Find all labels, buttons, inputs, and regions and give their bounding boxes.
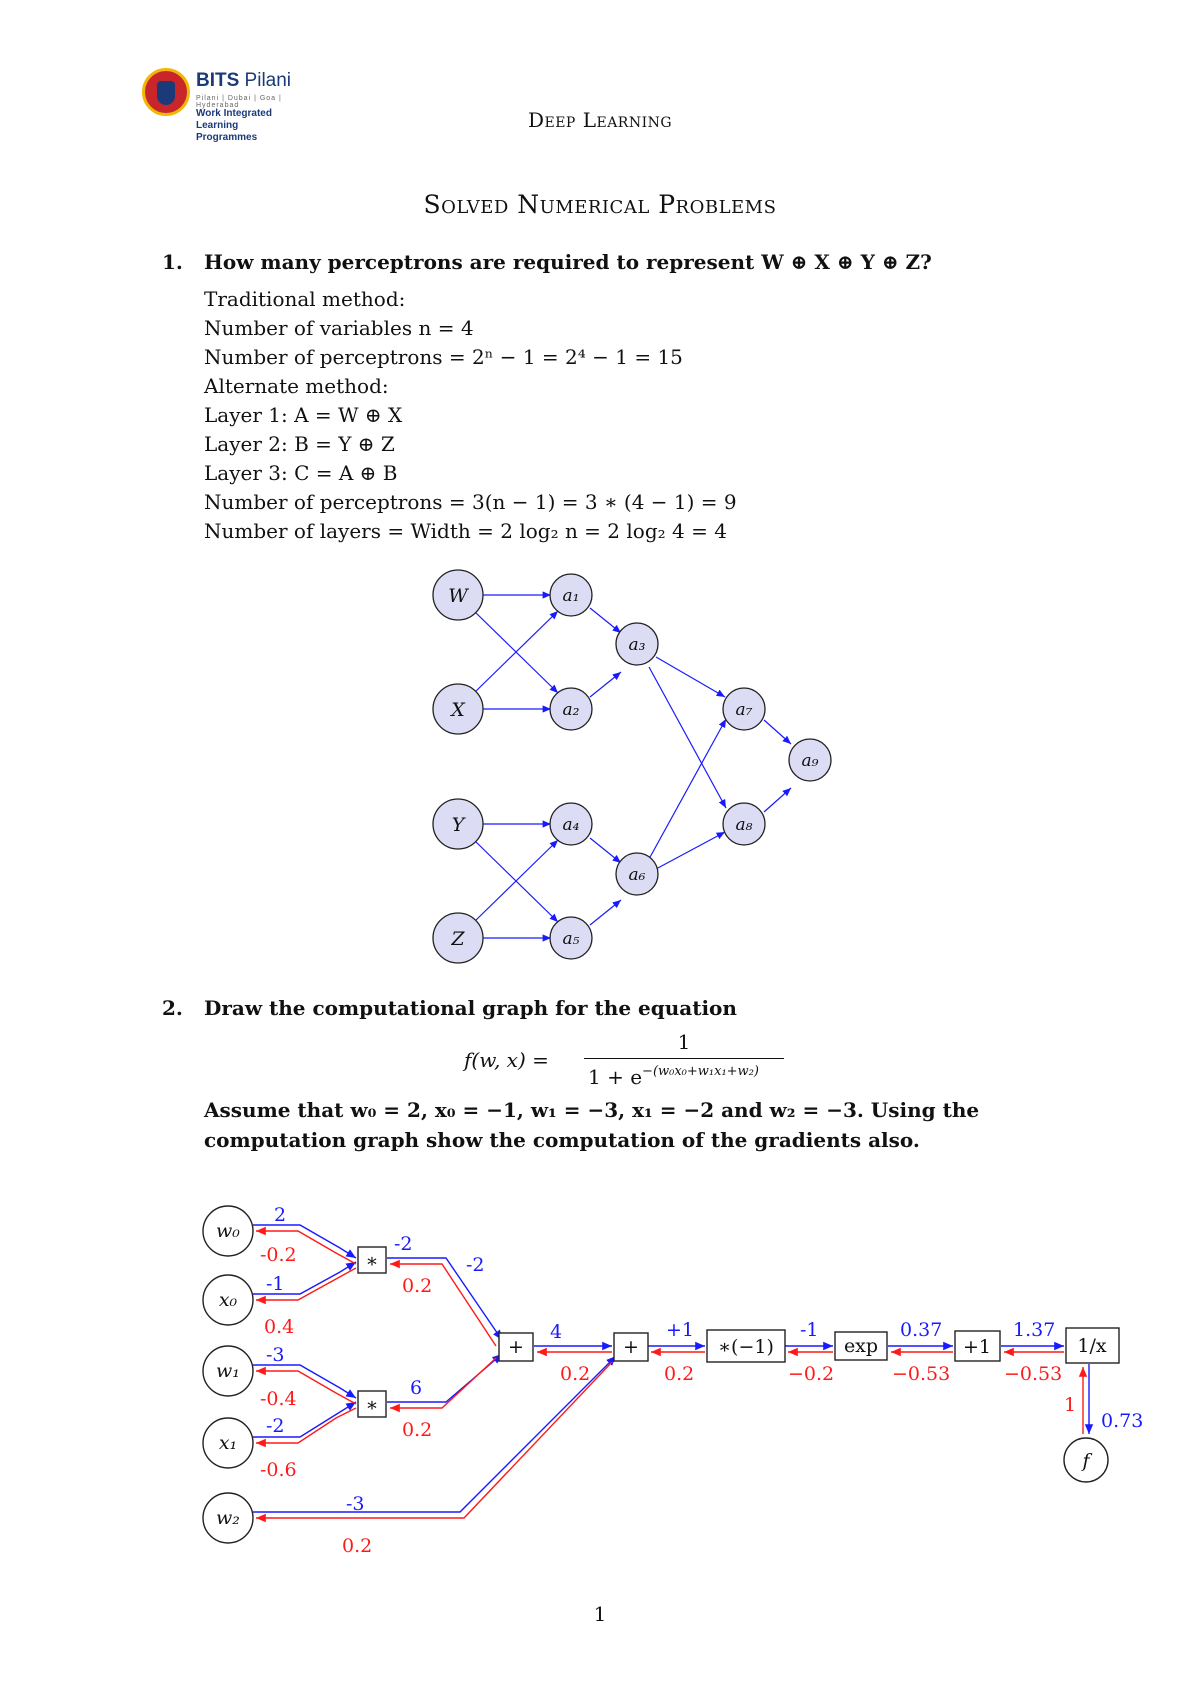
gradient-value: −0.53 — [892, 1363, 951, 1385]
input-label: w₁ — [216, 1360, 240, 1382]
forward-value: -3 — [346, 1493, 365, 1515]
output-label: f — [1082, 1450, 1090, 1472]
node-label: a₂ — [562, 700, 580, 720]
gradient-value: 0.4 — [264, 1316, 295, 1338]
forward-value: 4 — [550, 1321, 563, 1343]
input-label: x₁ — [218, 1432, 238, 1454]
equation-denominator: $1 + e^{-(w_0x_0+w_1x_1+w_2)}$ — [588, 1064, 759, 1089]
forward-value: -3 — [266, 1344, 285, 1366]
logo-tagline: Pilani | Dubai | Goa | Hyderabad — [196, 95, 282, 109]
forward-value: -1 — [266, 1273, 285, 1295]
q1-line: Number of layers = Width = 2 log₂ n = 2 log₂ 4 = 4 — [204, 519, 727, 543]
node-label: a₉ — [801, 751, 819, 771]
gradient-value: -0.4 — [260, 1388, 297, 1410]
forward-value: -2 — [466, 1254, 485, 1276]
plus-one-label: +1 — [962, 1336, 992, 1358]
q1-number: 1. — [162, 250, 183, 274]
node-label: a₈ — [735, 815, 753, 835]
q1-line: Layer 3: C = A ⊕ B — [204, 461, 398, 485]
q1-question: How many perceptrons are required to represent W ⊕ X ⊕ Y ⊕ Z? — [204, 250, 932, 274]
input-label: w₂ — [216, 1507, 240, 1529]
gradient-value: −0.2 — [788, 1363, 835, 1385]
q1-line: Number of variables n = 4 — [204, 316, 474, 340]
negate-label: ∗(−1) — [718, 1336, 774, 1358]
gradient-value: 0.2 — [342, 1535, 373, 1557]
forward-value: -2 — [266, 1415, 285, 1437]
q1-line: Alternate method: — [204, 374, 389, 398]
gradient-value: 1 — [1064, 1394, 1077, 1416]
forward-value: 6 — [410, 1377, 423, 1399]
forward-value: 0.73 — [1101, 1410, 1144, 1432]
q2-assumption: Assume that w₀ = 2, x₀ = −1, w₁ = −3, x₁ = −2 and w₂ = −3. Using the — [204, 1098, 980, 1122]
equation-numerator: 1 — [677, 1030, 691, 1054]
node-label: a₆ — [628, 865, 646, 885]
equation-lhs: f(w, x) = — [464, 1048, 549, 1072]
gradient-value: 0.2 — [402, 1275, 433, 1297]
q2-assumption: computation graph show the computation of the gradients also. — [204, 1128, 920, 1152]
course-header: Deep Learning — [527, 108, 673, 132]
mult-label: ∗ — [365, 1250, 379, 1272]
node-label: Z — [451, 928, 465, 950]
gradient-value: 0.2 — [664, 1363, 695, 1385]
q2-number: 2. — [162, 996, 183, 1020]
forward-value: -1 — [800, 1319, 819, 1341]
gradient-value: 0.2 — [402, 1419, 433, 1441]
q1-line: Number of perceptrons = 3(n − 1) = 3 ∗ (4 − 1) = 9 — [204, 490, 737, 514]
forward-value: 0.37 — [900, 1319, 943, 1341]
forward-value: -2 — [394, 1233, 413, 1255]
exp-label: exp — [843, 1335, 879, 1357]
page-number: 1 — [593, 1602, 607, 1626]
logo-title: BITS Pilani — [196, 70, 292, 91]
gradient-value: -0.2 — [260, 1244, 297, 1266]
gradient-value: 0.2 — [560, 1363, 591, 1385]
input-label: w₀ — [216, 1220, 240, 1242]
forward-value: 2 — [274, 1204, 287, 1226]
forward-value: +1 — [666, 1319, 695, 1341]
gradient-value: -0.6 — [260, 1459, 297, 1481]
forward-value: 1.37 — [1013, 1319, 1056, 1341]
q1-line: Layer 1: A = W ⊕ X — [204, 403, 403, 427]
node-label: a₄ — [562, 815, 580, 835]
fraction-bar — [584, 1058, 784, 1059]
node-label: a₅ — [562, 929, 580, 949]
gradient-value: −0.53 — [1004, 1363, 1063, 1385]
node-label: a₁ — [562, 586, 580, 606]
page-title: Solved Numerical Problems — [423, 190, 777, 219]
q1-line: Number of perceptrons = 2ⁿ − 1 = 2⁴ − 1 = 15 — [204, 345, 683, 369]
logo-subtitle: Work Integrated Learning Programmes — [196, 108, 272, 143]
add-label: + — [508, 1336, 524, 1358]
equation — [464, 1030, 804, 1090]
q2-question: Draw the computational graph for the equation — [204, 996, 737, 1020]
reciprocal-label: 1/x — [1077, 1335, 1107, 1357]
node-label: W — [448, 585, 468, 607]
q1-line: Layer 2: B = Y ⊕ Z — [204, 432, 395, 456]
mult-label: ∗ — [365, 1394, 379, 1416]
node-label: a₃ — [628, 635, 646, 655]
q1-line: Traditional method: — [204, 287, 406, 311]
node-label: X — [451, 699, 465, 721]
node-label: a₇ — [735, 700, 753, 720]
add-label: + — [623, 1336, 639, 1358]
node-label: Y — [451, 814, 465, 836]
input-label: x₀ — [218, 1289, 238, 1311]
